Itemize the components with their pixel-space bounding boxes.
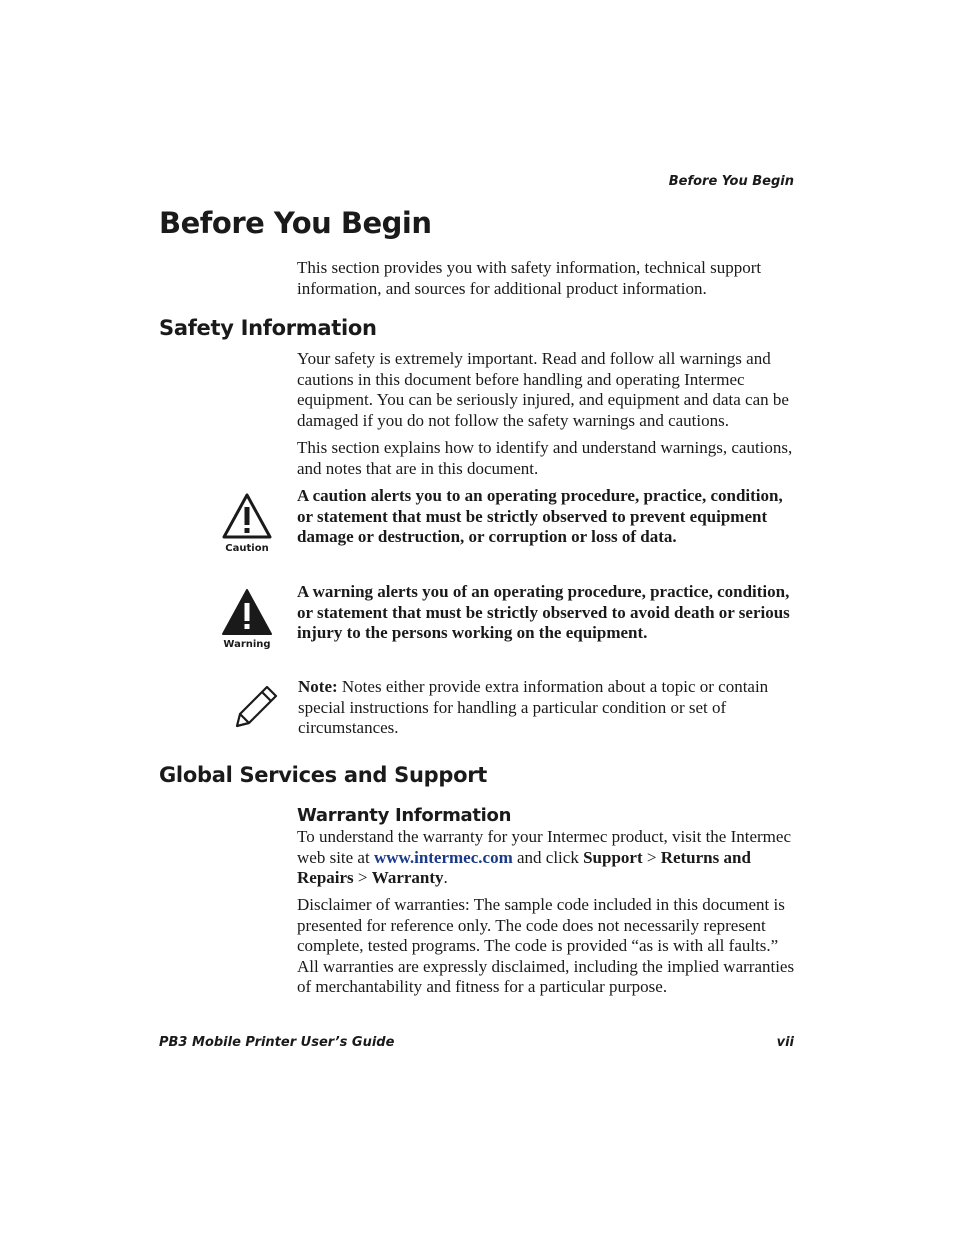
note-text: Notes either provide extra information about a topic or contain special instructions for handling a particular condition or set of circumstances. [298, 677, 769, 737]
warranty-paragraph [297, 827, 797, 889]
note-callout-icon [228, 684, 284, 733]
warning-label: Warning [223, 639, 271, 650]
nav-warranty: Warranty [371, 868, 444, 887]
warning-text: A warning alerts you of an operating procedure, practice, condition, or statement that must be strictly observed to avoid death or serious injury to the persons working on the equipment. [297, 582, 790, 642]
global-services-heading: Global Services and Support [159, 763, 488, 787]
caution-text: A caution alerts you to an operating procedure, practice, condition, or statement that must be strictly observed to prevent equipment damage or destruction, or corruption or loss of data. [297, 486, 783, 546]
warranty-text-1: To understand the warranty for your Intermec product, visit the Intermec web site at [297, 827, 791, 867]
nav-separator: > [642, 847, 661, 867]
safety-heading: Safety Information [159, 316, 377, 340]
safety-paragraph-2: This section explains how to identify and understand warnings, cautions, and notes that are in this document. [297, 438, 793, 478]
note-label: Note: [298, 677, 338, 696]
disclaimer-paragraph: Disclaimer of warranties: The sample code included in this document is presented for reference only. The code does not necessarily represent complete, tested programs. The code is provided “as is with all faults.” All warranties are expressly disclaimed, including the implied warranties of merchantability and fitness for a particular purpose. [297, 895, 795, 996]
caution-callout-icon [219, 492, 275, 554]
warranty-heading: Warranty Information [297, 805, 512, 826]
nav-separator: > [353, 868, 372, 887]
warning-callout-icon [219, 588, 275, 650]
caution-label: Caution [225, 543, 269, 554]
intermec-website-link[interactable]: www.intermec.com [373, 847, 513, 867]
pencil-icon [231, 684, 281, 728]
running-header: Before You Begin [668, 174, 794, 189]
caution-icon [221, 492, 273, 540]
footer-page-number: vii [776, 1035, 794, 1050]
warranty-text-3: . [443, 868, 448, 887]
page-title: Before You Begin [159, 206, 432, 240]
intro-paragraph: This section provides you with safety information, technical support information, and sources for additional product information. [297, 258, 762, 298]
footer-guide-title: PB3 Mobile Printer User’s Guide [159, 1035, 395, 1050]
nav-returns-and-repairs: Returns and Repairs [297, 847, 751, 887]
nav-support: Support [583, 847, 643, 867]
note-paragraph [298, 677, 798, 739]
safety-paragraph-1: Your safety is extremely important. Read and follow all warnings and cautions in this document before handling and operating Intermec equipment. You can be seriously injured, and equipment and data can be damaged if you do not follow the safety warnings and cautions. [297, 349, 789, 430]
warning-icon [221, 588, 273, 636]
warranty-text-2: and click [512, 847, 584, 867]
